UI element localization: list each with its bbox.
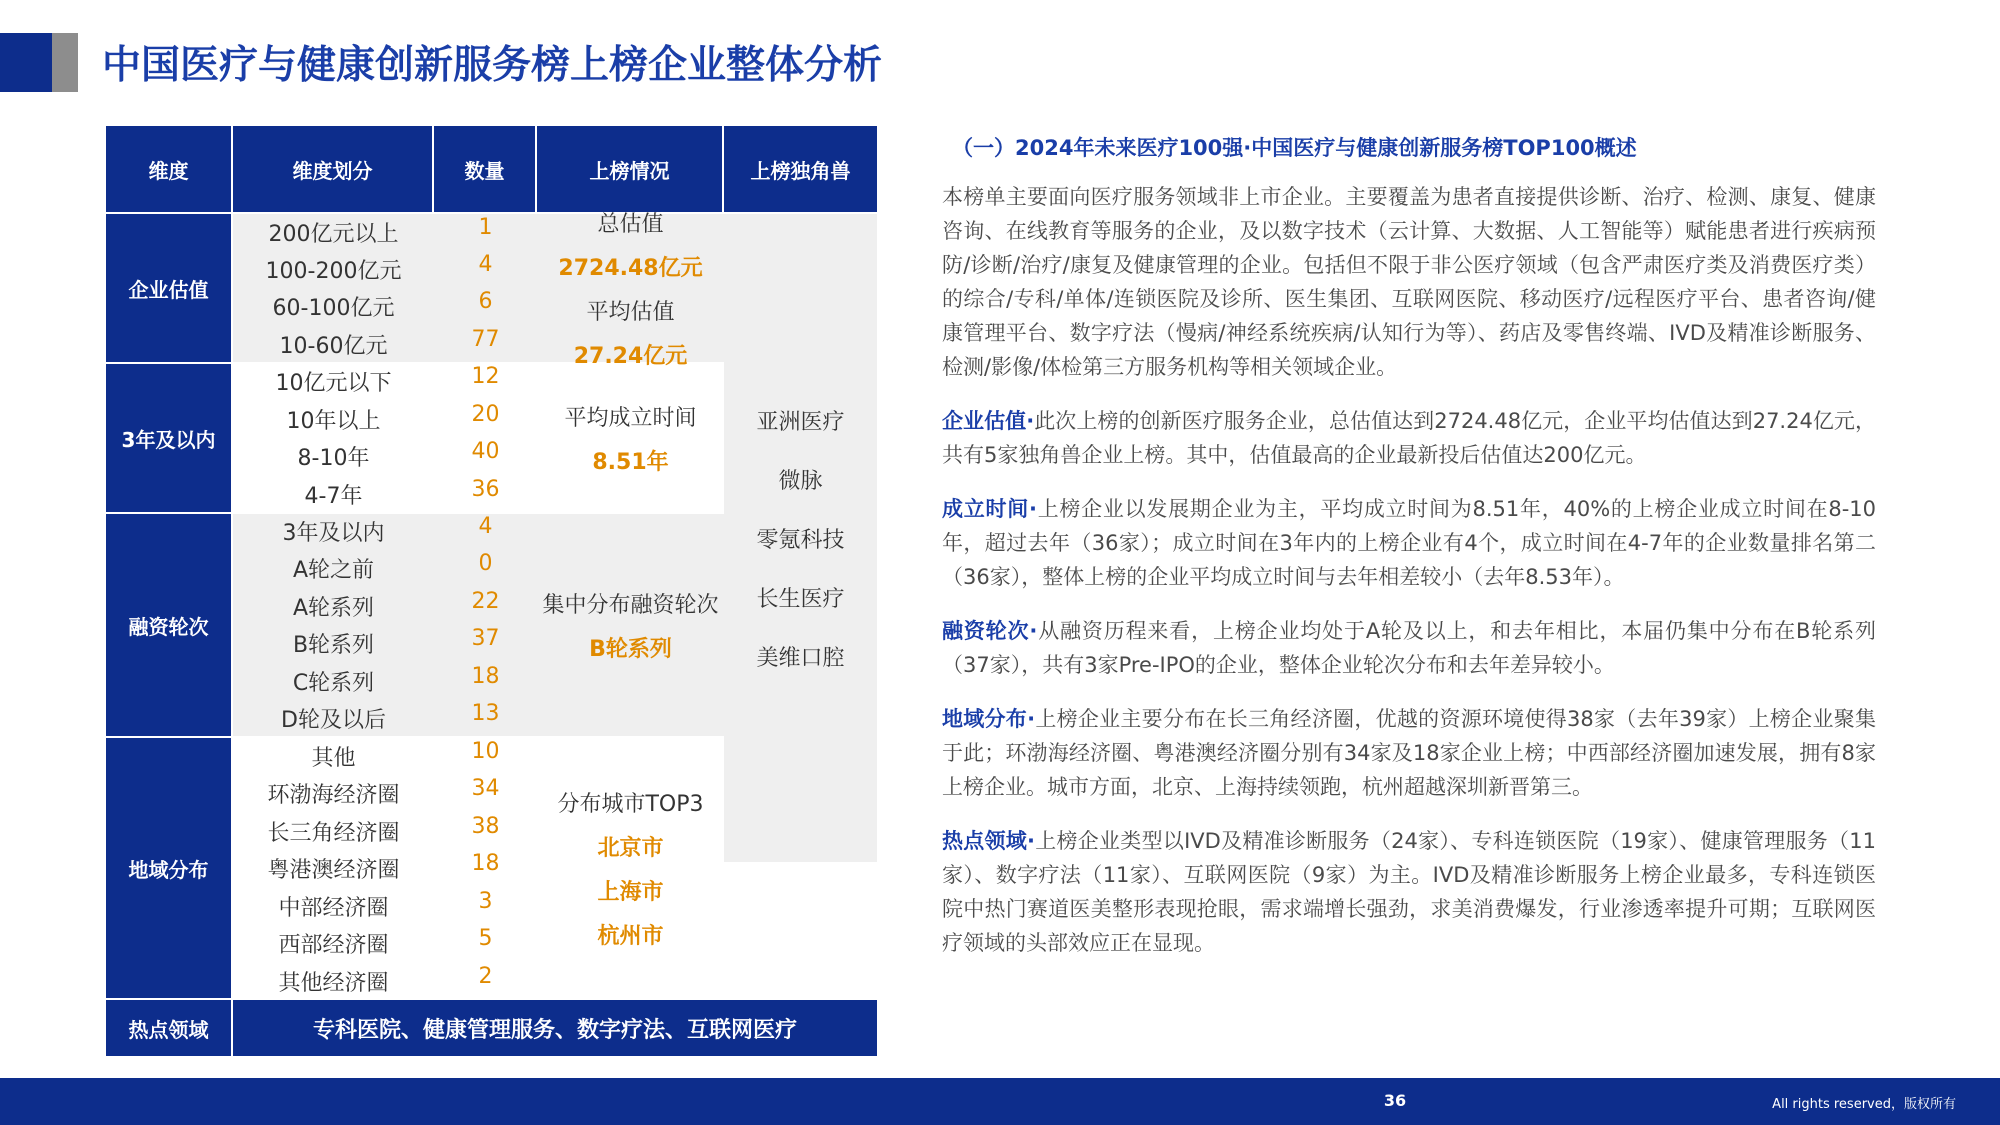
dimension-funding-round: 融资轮次	[106, 514, 231, 736]
table-cell-subdivision: 10亿元以下	[275, 371, 392, 396]
overview-text	[942, 128, 1876, 960]
table-cell-subdivision: 200亿元以上	[268, 222, 399, 247]
table-cell-count: 22	[471, 589, 500, 614]
table-header-dimension: 维度	[106, 126, 231, 212]
summary-value: 杭州市	[597, 923, 664, 949]
paragraph-body: 此次上榜的创新医疗服务企业，总估值达到2724.48亿元，企业平均估值达到27.24亿元，共有5家独角兽企业上榜。其中，估值最高的企业最新投后估值达200亿元。	[942, 409, 1876, 467]
table-cell-count: 36	[471, 477, 500, 502]
paragraph-body: 从融资历程来看，上榜企业均处于A轮及以上，和去年相比，本届仍集中分布在B轮系列（37家），共有3家Pre-IPO的企业，整体企业轮次分布和去年差异较小。	[942, 619, 1876, 677]
intro-paragraph: 本榜单主要面向医疗服务领域非上市企业。主要覆盖为患者直接提供诊断、治疗、检测、康复、健康咨询、在线教育等服务的企业，及以数字技术（云计算、大数据、人工智能等）赋能患者进行疾病预防/诊断/治疗/康复及健康管理的企业。包括但不限于非公医疗领域（包含严肃医疗类及消费医疗类）的综合/专科/单体/连锁医院及诊所、医生集团、互联网医院、移动医疗/远程医疗平台、患者咨询/健康管理平台、数字疗法（慢病/神经系统疾病/认知行为等）、药店及零售终端、IVD及精准诊断服务、检测/影像/体检第三方服务机构等相关领域企业。	[942, 185, 1876, 379]
table-cell-count: 4	[478, 252, 493, 277]
paragraph-body: 上榜企业主要分布在长三角经济圈，优越的资源环境使得38家（去年39家）上榜企业聚集于此；环渤海经济圈、粤港澳经济圈分别有34家及18家企业上榜；中西部经济圈加速发展，拥有8家上榜企业。城市方面，北京、上海持续领跑，杭州超越深圳新晋第三。	[942, 707, 1876, 799]
hot-field-value: 专科医院、健康管理服务、数字疗法、互联网医疗	[233, 1000, 877, 1056]
summary-value: 27.24亿元	[573, 343, 688, 369]
paragraph-label: 成立时间·	[942, 497, 1037, 521]
paragraph-label: 地域分布·	[942, 707, 1036, 731]
copyright-notice: All rights reserved，版权所有	[1772, 1097, 1956, 1112]
dimension-valuation: 企业估值	[106, 214, 231, 362]
table-cell-subdivision: C轮系列	[292, 671, 375, 696]
table-cell-count: 20	[471, 402, 500, 427]
summary-value: 北京市	[597, 835, 664, 861]
summary-label: 分布城市TOP3	[557, 791, 704, 817]
table-cell-subdivision: 10-60亿元	[279, 334, 388, 359]
table-cell-subdivision: 长三角经济圈	[267, 821, 400, 846]
table-cell-count: 77	[471, 327, 500, 352]
table-cell-subdivision: 100-200亿元	[265, 259, 402, 284]
summary-label: 平均估值	[586, 299, 675, 325]
table-cell-count: 37	[471, 626, 500, 651]
table-cell-count: 1	[478, 215, 493, 240]
table-header-count: 数量	[434, 126, 535, 212]
table-cell-subdivision: 其他经济圈	[278, 971, 389, 996]
dimension-founding-time: 3年及以内	[106, 364, 231, 512]
table-cell-count: 5	[478, 926, 493, 951]
summary-label: 平均成立时间	[564, 405, 697, 431]
table-cell-subdivision: 中部经济圈	[278, 896, 389, 921]
section-title: （一）2024年未来医疗100强·中国医疗与健康创新服务榜TOP100概述	[952, 136, 1637, 160]
header-accent-bar-gray	[52, 33, 78, 92]
region-paragraph	[942, 702, 1876, 804]
table-cell-count: 10	[471, 739, 500, 764]
table-cell-count: 0	[478, 551, 493, 576]
table-header-unicorns: 上榜独角兽	[724, 126, 877, 212]
table-cell-count: 38	[471, 814, 500, 839]
unicorn-item: 微脉	[778, 468, 823, 494]
page-title: 中国医疗与健康创新服务榜上榜企业整体分析	[102, 43, 883, 88]
table-cell-count: 2	[478, 964, 493, 989]
table-cell-count: 34	[471, 776, 500, 801]
table-cell-count: 18	[471, 851, 500, 876]
footer-bar	[0, 1078, 2000, 1125]
dimension-hot-field: 热点领域	[106, 1000, 231, 1056]
table-cell-subdivision: 8-10年	[297, 446, 370, 471]
page-number: 36	[1383, 1091, 1407, 1110]
paragraph-body: 上榜企业以发展期企业为主，平均成立时间为8.51年，40%的上榜企业成立时间在8-10年，超过去年（36家）；成立时间在3年内的上榜企业有4个，成立时间在4-7年的企业数量排名第二（36家），整体上榜的企业平均成立时间与去年相差较小（去年8.53年）。	[942, 497, 1876, 589]
valuation-paragraph	[942, 404, 1876, 472]
unicorn-item: 长生医疗	[756, 586, 845, 612]
table-cell-subdivision: B轮系列	[292, 633, 375, 658]
funding-round-paragraph	[942, 614, 1876, 682]
summary-valuation	[537, 211, 724, 369]
table-cell-subdivision: 粤港澳经济圈	[267, 858, 400, 883]
table-cell-count: 3	[478, 889, 493, 914]
summary-value: 8.51年	[592, 449, 669, 475]
table-cell-subdivision: 西部经济圈	[278, 933, 389, 958]
table-cell-count: 40	[471, 439, 500, 464]
table-cell-subdivision: 60-100亿元	[272, 296, 395, 321]
table-header-ranking: 上榜情况	[537, 126, 722, 212]
unicorn-item: 亚洲医疗	[756, 409, 845, 435]
summary-label: 集中分布融资轮次	[542, 592, 719, 618]
unicorn-list	[724, 214, 877, 862]
table-cell-subdivision: D轮及以后	[281, 708, 386, 733]
paragraph-label: 热点领域·	[942, 829, 1036, 853]
summary-table	[106, 126, 877, 1056]
summary-value: B轮系列	[589, 636, 672, 662]
paragraph-label: 企业估值·	[942, 409, 1035, 433]
table-cell-subdivision: 其他	[311, 746, 356, 771]
dimension-region: 地域分布	[106, 738, 231, 998]
unicorn-item: 美维口腔	[756, 645, 845, 671]
table-cell-subdivision: 4-7年	[304, 484, 363, 509]
table-cell-count: 13	[471, 701, 500, 726]
summary-label: 总估值	[597, 211, 664, 237]
table-cell-subdivision: A轮系列	[292, 596, 375, 621]
summary-region	[537, 738, 724, 998]
table-cell-subdivision: 10年以上	[286, 409, 381, 434]
paragraph-label: 融资轮次·	[942, 619, 1038, 643]
table-cell-count: 18	[471, 664, 500, 689]
summary-founding-time	[537, 364, 724, 512]
table-cell-subdivision: 3年及以内	[282, 521, 385, 546]
summary-value: 2724.48亿元	[558, 255, 703, 281]
founding-time-paragraph	[942, 492, 1876, 594]
table-cell-subdivision: A轮之前	[292, 558, 375, 583]
paragraph-body: 上榜企业类型以IVD及精准诊断服务（24家）、专科连锁医院（19家）、健康管理服务（11家）、数字疗法（11家）、互联网医院（9家）为主。IVD及精准诊断服务上榜企业最多，专科连锁医院中热门赛道医美整形表现抢眼，需求端增长强劲，求美消费爆发，行业渗透率提升可期；互联网医疗领域的头部效应正在显现。	[942, 829, 1876, 955]
table-header-subdivision: 维度划分	[233, 126, 432, 212]
table-cell-subdivision: 环渤海经济圈	[267, 783, 400, 808]
summary-funding-round	[537, 514, 724, 736]
hot-field-paragraph	[942, 824, 1876, 960]
header-accent-bar	[0, 33, 52, 92]
unicorn-item: 零氪科技	[756, 527, 845, 553]
table-cell-count: 6	[478, 289, 493, 314]
summary-value: 上海市	[597, 879, 664, 905]
table-cell-count: 12	[471, 364, 500, 389]
hot-field-row	[106, 1000, 877, 1056]
table-cell-count: 4	[478, 514, 493, 539]
